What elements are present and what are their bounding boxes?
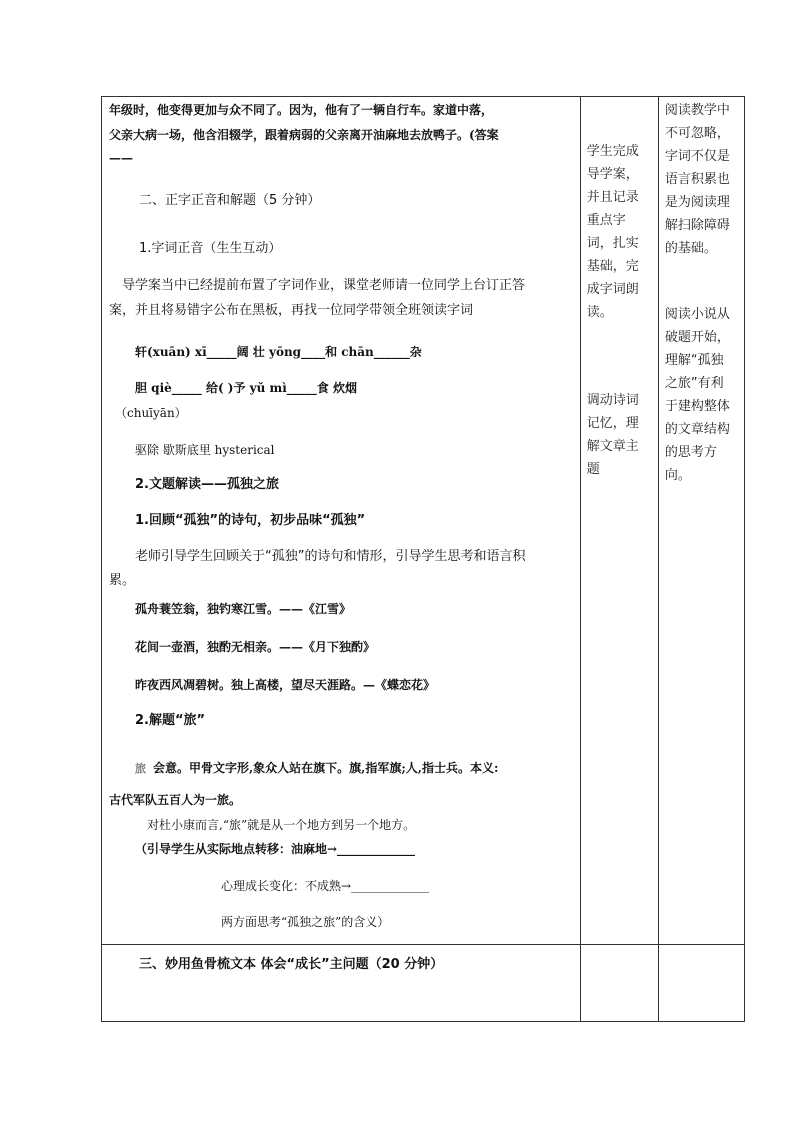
vocab-line: 胆 qiè_____ 给( )予 yǔ mì_____食 炊烟	[135, 381, 357, 395]
design-intent-note-1: 阅读教学中 不可忽略， 字词不仅是 语言积累也 是为阅读理 解扫除障碍 的基础。	[664, 103, 730, 256]
design-intent-cell	[658, 97, 744, 945]
guide-line: （引导学生从实际地点转移：油麻地→_____________	[135, 842, 416, 856]
definition-text: 会意。甲骨文字形,象众人站在旗下。旗,指军旗;人,指士兵。本义:	[153, 761, 499, 775]
section-heading: 二、正字正音和解题（5 分钟）	[139, 193, 321, 208]
student-activity-note-2: 调动诗词 记忆，理 解文章主 题	[586, 393, 639, 477]
subsection-heading: 1.字词正音（生生互动）	[139, 241, 282, 256]
teaching-content-cell	[102, 97, 581, 945]
text-line: ——	[109, 151, 133, 165]
vocab-line: 轩(xuān) xī_____阔 壮 yōng____和 chān______杂	[135, 345, 422, 359]
lesson-plan-table	[101, 96, 745, 1022]
poem-line: 孤舟蓑笠翁，独钓寒江雪。——《江雪》	[135, 602, 352, 616]
design-intent-note-2: 阅读小说从 破题开始， 理解“孤独 之旅”有利 于建构整体 的文章结构 的思考方 向。	[664, 307, 730, 483]
paragraph-line: 案，并且将易错字公布在黑板，再找一位同学带领全班领读字词	[109, 303, 474, 318]
vocab-line: （chuīyān）	[115, 406, 187, 420]
subsection-heading: 1.回顾“孤独”的诗句，初步品味“孤独”	[135, 513, 366, 528]
text-line: 父亲大病一场，他含泪辍学，跟着病弱的父亲离开油麻地去放鸭子。(答案	[109, 128, 499, 142]
empty-cell	[580, 945, 658, 1022]
section3-cell	[102, 945, 581, 1022]
subsection-heading: 2.文题解读——孤独之旅	[135, 477, 279, 492]
empty-cell	[658, 945, 744, 1022]
text-line: 古代军队五百人为一旅。	[109, 793, 242, 807]
text-line: 对杜小康而言,“旅”就是从一个地方到另一个地方。	[147, 818, 416, 832]
paragraph-line: 导学案当中已经提前布置了字词作业，课堂老师请一位同学上台订正答	[122, 278, 526, 293]
paragraph-line: 累。	[109, 573, 136, 588]
text-line	[135, 757, 498, 780]
paragraph-line: 老师引导学生回顾关于“孤独”的诗句和情形，引导学生思考和语言积	[135, 549, 526, 564]
oracle-bone-glyph: 旅	[135, 762, 146, 775]
poem-line: 花间一壶酒，独酌无相亲。——《月下独酌》	[135, 640, 376, 654]
guide-line: 两方面思考“孤独之旅”的含义）	[221, 915, 390, 929]
section-heading: 三、妙用鱼骨梳文本 体会“成长”主问题（20 分钟）	[139, 957, 444, 972]
poem-line: 昨夜西风凋碧树。独上高楼，望尽天涯路。—《蝶恋花》	[135, 678, 436, 692]
text-line: 年级时，他变得更加与众不同了。因为，他有了一辆自行车。家道中落，	[109, 103, 494, 117]
subsection-heading: 2.解题“旅”	[135, 713, 206, 728]
student-activity-cell	[580, 97, 658, 945]
student-activity-note-1: 学生完成 导学案， 并且记录 重点字 词，扎实 基础，完 成字词朗 读。	[586, 144, 639, 320]
guide-line: 心理成长变化：不成熟→_____________	[221, 879, 430, 893]
vocab-line: 驱除 歇斯底里 hysterical	[135, 443, 275, 457]
